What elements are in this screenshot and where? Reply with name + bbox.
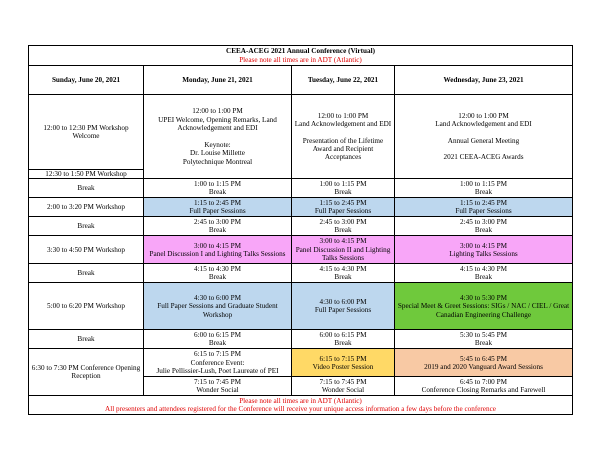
session3-row [29,283,573,330]
schedule-table [28,45,573,415]
tuesday-session-5: 7:15 to 7:45 PM Wonder Social [292,377,395,396]
wednesday-session-3: 4:30 to 5:30 PM Special Meet & Greet Sessions: SIGs / NAC / CIEL / Great Canadian Engineering Challenge [395,283,573,330]
session2-row [29,236,573,264]
tuesday-break-2: 2:45 to 3:00 PM Break [292,217,395,236]
sunday-workshop-3: 3:30 to 4:50 PM Workshop [29,236,144,264]
wednesday-session-5: 6:45 to 7:00 PM Conference Closing Remarks and Farewell [395,377,573,396]
monday-session-5: 7:15 to 7:45 PM Wonder Social [144,377,292,396]
wednesday-break-2: 2:45 to 3:00 PM Break [395,217,573,236]
sunday-workshop-1: 12:30 to 1:50 PM Workshop [29,170,144,179]
tuesday-break-3: 4:15 to 4:30 PM Break [292,264,395,283]
monday-opening: 12:00 to 1:00 PM UPEI Welcome, Opening Remarks, Land Acknowledgement and EDI Keynote: Dr. Louise Millette Polytechnique Montreal [144,95,292,179]
sunday-break-3: Break [29,264,144,283]
wednesday-break-4: 5:30 to 5:45 PM Break [395,330,573,349]
opening-row [29,95,573,170]
sunday-workshop-2: 2:00 to 3:20 PM Workshop [29,198,144,217]
sunday-break-1: Break [29,179,144,198]
monday-break-1: 1:00 to 1:15 PM Break [144,179,292,198]
day-header-tuesday: Tuesday, June 22, 2021 [292,66,395,95]
break3-row [29,264,573,283]
monday-session-2: 3:00 to 4:15 PM Panel Discussion I and Lighting Talks Sessions [144,236,292,264]
footer-access-info: All presenters and attendees registered for the Conference will receive your unique access information a few days before the conference [105,405,496,414]
day-header-wednesday: Wednesday, June 23, 2021 [395,66,573,95]
monday-session-4: 6:15 to 7:15 PM Conference Event: Julie Pellissier-Lush, Poet Laureate of PEI [144,349,292,377]
sunday-break-2: Break [29,217,144,236]
session4-row [29,349,573,377]
wednesday-break-3: 4:15 to 4:30 PM Break [395,264,573,283]
tuesday-opening: 12:00 to 1:00 PM Land Acknowledgement and EDI Presentation of the Lifetime Award and Recipient Acceptances [292,95,395,179]
sunday-workshop-4: 5:00 to 6:20 PM Workshop [29,283,144,330]
wednesday-session-4: 5:45 to 6:45 PM 2019 and 2020 Vanguard Award Sessions [395,349,573,377]
tuesday-session-2: 3:00 to 4:15 PM Panel Discussion II and Lighting Talks Sessions [292,236,395,264]
tuesday-break-4: 6:00 to 6:15 PM Break [292,330,395,349]
title-row [29,46,573,66]
monday-session-1: 1:15 to 2:45 PM Full Paper Sessions [144,198,292,217]
tuesday-session-4: 6:15 to 7:15 PM Video Poster Session [292,349,395,377]
wednesday-session-1: 1:15 to 2:45 PM Full Paper Sessions [395,198,573,217]
break1-row [29,179,573,198]
day-header-sunday: Sunday, June 20, 2021 [29,66,144,95]
day-header-monday: Monday, June 21, 2021 [144,66,292,95]
wednesday-opening: 12:00 to 1:00 PM Land Acknowledgement and EDI Annual General Meeting 2021 CEEA-ACEG Awards [395,95,573,179]
sunday-reception: 6:30 to 7:30 PM Conference Opening Reception [29,349,144,396]
footer-row [29,396,573,415]
sunday-break-4: Break [29,330,144,349]
session1-row [29,198,573,217]
break2-row [29,217,573,236]
monday-session-3: 4:30 to 6:00 PM Full Paper Sessions and Graduate Student Workshop [144,283,292,330]
wednesday-session-2: 3:00 to 4:15 PM Lighting Talks Sessions [395,236,573,264]
monday-break-3: 4:15 to 4:30 PM Break [144,264,292,283]
timezone-note: Please note all times are in ADT (Atlantic) [239,55,362,64]
footer-note: Please note all times are in ADT (Atlantic) [239,397,362,405]
monday-break-4: 6:00 to 6:15 PM Break [144,330,292,349]
sunday-welcome: 12:00 to 12:30 PM Workshop Welcome [29,95,144,170]
wednesday-break-1: 1:00 to 1:15 PM Break [395,179,573,198]
monday-break-2: 2:45 to 3:00 PM Break [144,217,292,236]
tuesday-session-1: 1:15 to 2:45 PM Full Paper Sessions [292,198,395,217]
day-header-row [29,66,573,95]
tuesday-break-1: 1:00 to 1:15 PM Break [292,179,395,198]
tuesday-session-3: 4:30 to 6:00 PM Full Paper Sessions [292,283,395,330]
page-title: CEEA-ACEG 2021 Annual Conference (Virtual) [226,47,375,56]
break4-row [29,330,573,349]
